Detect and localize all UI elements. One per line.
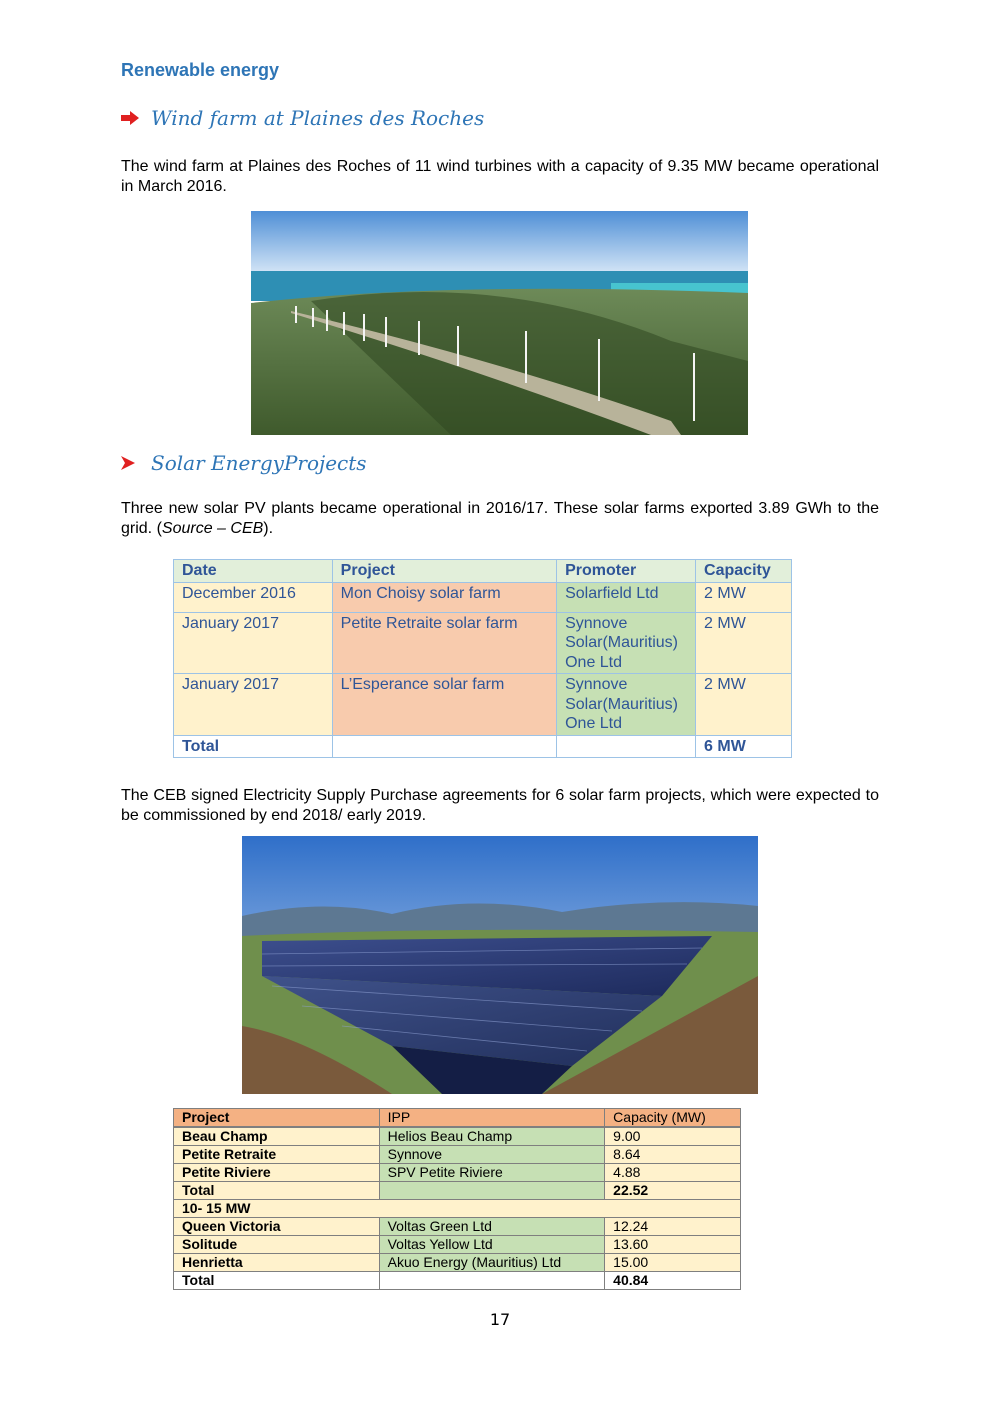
cell-ipp: Synnove bbox=[379, 1146, 605, 1164]
table-header-row bbox=[174, 1109, 741, 1128]
total-empty-cell bbox=[557, 735, 696, 758]
cell-ipp: Helios Beau Champ bbox=[379, 1127, 605, 1146]
header-ipp: IPP bbox=[379, 1109, 605, 1128]
table-row bbox=[174, 1218, 741, 1236]
chevron-bullet-icon bbox=[121, 451, 143, 475]
cell-capacity: 4.88 bbox=[605, 1164, 741, 1182]
wind-heading bbox=[121, 106, 484, 130]
table-row bbox=[174, 1254, 741, 1272]
table-row bbox=[174, 1146, 741, 1164]
table-row bbox=[174, 582, 792, 612]
total-label: Total bbox=[174, 735, 333, 758]
cell-capacity: 2 MW bbox=[696, 612, 792, 674]
cell-project: Mon Choisy solar farm bbox=[332, 582, 556, 612]
table-row bbox=[174, 1164, 741, 1182]
cell-project: L’Esperance solar farm bbox=[332, 674, 556, 736]
header-project: Project bbox=[174, 1109, 380, 1128]
cell-ipp: Voltas Green Ltd bbox=[379, 1218, 605, 1236]
table-row bbox=[174, 674, 792, 736]
solar-heading bbox=[121, 451, 367, 475]
header-capacity: Capacity bbox=[696, 560, 792, 583]
total-empty-cell bbox=[332, 735, 556, 758]
section-title: Renewable energy bbox=[121, 60, 280, 80]
total-label: Total bbox=[174, 1272, 380, 1290]
cell-capacity: 15.00 bbox=[605, 1254, 741, 1272]
cell-capacity: 9.00 bbox=[605, 1127, 741, 1146]
solar-paragraph-post: ). bbox=[263, 520, 274, 537]
esp-paragraph: The CEB signed Electricity Supply Purchase agreements for 6 solar farm projects, which were expected to be commissioned by end 2018/ early 2019. bbox=[121, 787, 879, 824]
cell-project: Henrietta bbox=[174, 1254, 380, 1272]
cell-capacity: 2 MW bbox=[696, 674, 792, 736]
solar-projects-table bbox=[173, 559, 792, 758]
header-date: Date bbox=[174, 560, 333, 583]
table-header-row bbox=[174, 560, 792, 583]
header-capacity-mw: Capacity (MW) bbox=[605, 1109, 741, 1128]
group-label: 10- 15 MW bbox=[174, 1200, 741, 1218]
total-value: 22.52 bbox=[605, 1182, 741, 1200]
cell-project: Queen Victoria bbox=[174, 1218, 380, 1236]
cell-capacity: 13.60 bbox=[605, 1236, 741, 1254]
table-total-row bbox=[174, 1272, 741, 1290]
arrow-bullet-icon bbox=[121, 106, 143, 130]
wind-farm-photo bbox=[251, 211, 748, 435]
group-label-row bbox=[174, 1200, 741, 1218]
wind-paragraph: The wind farm at Plaines des Roches of 11 wind turbines with a capacity of 9.35 MW became operational in March 2016. bbox=[121, 158, 879, 195]
table-row bbox=[174, 1127, 741, 1146]
total-empty-cell bbox=[379, 1272, 605, 1290]
cell-promoter: Synnove Solar(Mauritius) One Ltd bbox=[557, 674, 696, 736]
page-number: 17 bbox=[489, 1310, 511, 1329]
cell-project: Solitude bbox=[174, 1236, 380, 1254]
cell-capacity: 12.24 bbox=[605, 1218, 741, 1236]
cell-date: January 2017 bbox=[174, 674, 333, 736]
solar-paragraph bbox=[121, 499, 879, 539]
cell-date: December 2016 bbox=[174, 582, 333, 612]
cell-promoter: Synnove Solar(Mauritius) One Ltd bbox=[557, 612, 696, 674]
cell-project: Petite Retraite solar farm bbox=[332, 612, 556, 674]
solar-heading-text: Solar EnergyProjects bbox=[151, 451, 367, 475]
header-promoter: Promoter bbox=[557, 560, 696, 583]
wind-heading-text: Wind farm at Plaines des Roches bbox=[151, 106, 485, 130]
solar-paragraph-source: Source – CEB bbox=[161, 520, 264, 537]
table-total-row bbox=[174, 1182, 741, 1200]
solar-farm-photo bbox=[242, 836, 758, 1094]
cell-ipp: SPV Petite Riviere bbox=[379, 1164, 605, 1182]
cell-date: January 2017 bbox=[174, 612, 333, 674]
total-value: 40.84 bbox=[605, 1272, 741, 1290]
cell-ipp: Akuo Energy (Mauritius) Ltd bbox=[379, 1254, 605, 1272]
ipp-table bbox=[173, 1108, 741, 1290]
cell-ipp: Voltas Yellow Ltd bbox=[379, 1236, 605, 1254]
total-label: Total bbox=[174, 1182, 380, 1200]
table-total-row bbox=[174, 735, 792, 758]
cell-project: Petite Riviere bbox=[174, 1164, 380, 1182]
cell-capacity: 2 MW bbox=[696, 582, 792, 612]
cell-promoter: Solarfield Ltd bbox=[557, 582, 696, 612]
table-row bbox=[174, 1236, 741, 1254]
header-project: Project bbox=[332, 560, 556, 583]
total-value: 6 MW bbox=[696, 735, 792, 758]
table-row bbox=[174, 612, 792, 674]
cell-project: Beau Champ bbox=[174, 1127, 380, 1146]
solar-paragraph-pre: Three new solar PV plants became operational in 2016/17. These solar farms exported 3.89 GWh to the grid. ( bbox=[121, 500, 879, 537]
total-empty-cell bbox=[379, 1182, 605, 1200]
cell-project: Petite Retraite bbox=[174, 1146, 380, 1164]
cell-capacity: 8.64 bbox=[605, 1146, 741, 1164]
